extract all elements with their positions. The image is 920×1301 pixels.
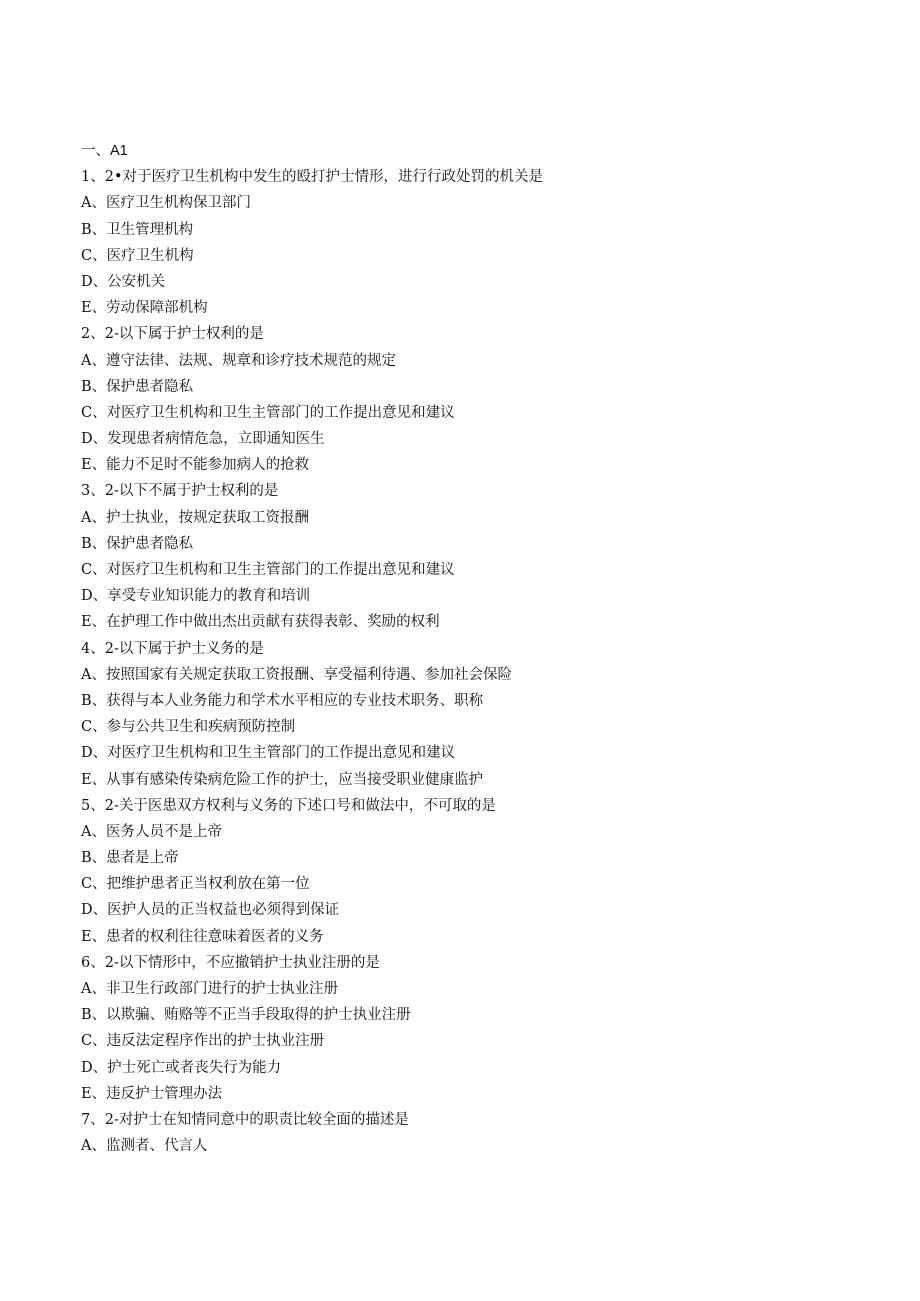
answer-option: A、监测者、代言人: [81, 1138, 208, 1155]
answer-option: A、医疗卫生机构保卫部门: [81, 195, 251, 212]
answer-option: E、违反护士管理办法: [81, 1085, 223, 1102]
answer-option: D、对医疗卫生机构和卫生主管部门的工作提出意见和建议: [81, 745, 456, 762]
answer-option: C、参与公共卫生和疾病预防控制: [81, 719, 296, 736]
answer-option: C、对医疗卫生机构和卫生主管部门的工作提出意见和建议: [81, 404, 455, 421]
answer-option: B、患者是上帝: [81, 850, 179, 867]
answer-option: C、对医疗卫生机构和卫生主管部门的工作提出意见和建议: [81, 562, 455, 578]
answer-option: E、劳动保障部机构: [81, 300, 208, 317]
answer-option: E、在护理工作中做出杰出贡献有获得表彰、奖励的权利: [81, 614, 440, 631]
question-stem: 7、2-对护士在知情同意中的职责比较全面的描述是: [81, 1111, 409, 1128]
answer-option: A、按照国家有关规定获取工资报酬、享受福利待遇、参加社会保险: [81, 666, 512, 683]
answer-option: A、遵守法律、法规、规章和诊疗技术规范的规定: [81, 352, 396, 369]
answer-option: A、护士执业，按规定获取工资报酬: [81, 509, 309, 526]
answer-option: B、以欺骗、贿赂等不正当手段取得的护士执业注册: [81, 1007, 411, 1024]
answer-option: D、护士死亡或者丧失行为能力: [81, 1059, 282, 1076]
answer-option: A、医务人员不是上帝: [81, 823, 222, 840]
question-stem: 1、2•对于医疗卫生机构中发生的殴打护士情形，进行行政处罚的机关是: [81, 169, 544, 186]
answer-option: A、非卫生行政部门进行的护士执业注册: [81, 981, 338, 997]
answer-option: C、把维护患者正当权利放在第一位: [81, 876, 310, 893]
question-stem: 3、2-以下不属于护士权利的是: [81, 483, 279, 500]
answer-option: C、医疗卫生机构: [81, 247, 194, 264]
section-heading: 一、A1: [81, 143, 128, 159]
question-stem: 4、2-以下属于护士义务的是: [81, 640, 264, 657]
answer-option: B、卫生管理机构: [81, 221, 194, 238]
answer-option: D、发现患者病情危急，立即通知医生: [81, 431, 325, 448]
answer-option: D、享受专业知识能力的教育和培训: [81, 588, 311, 605]
answer-option: C、违反法定程序作出的护士执业注册: [81, 1033, 325, 1050]
answer-option: E、从事有感染传染病危险工作的护士，应当接受职业健康监护: [81, 771, 484, 788]
answer-option: E、能力不足时不能参加病人的抢救: [81, 457, 310, 474]
answer-option: B、获得与本人业务能力和学术水平相应的专业技术职务、职称: [81, 692, 484, 709]
question-list: [81, 164, 861, 1159]
answer-option: B、保护患者隐私: [81, 378, 194, 395]
question-stem: 5、2-关于医患双方权利与义务的下述口号和做法中，不可取的是: [81, 797, 496, 814]
answer-option: D、公安机关: [81, 273, 166, 290]
answer-option: B、保护患者隐私: [81, 535, 194, 552]
answer-option: E、患者的权利往往意味着医者的义务: [81, 928, 324, 945]
question-stem: 2、2-以下属于护士权利的是: [81, 326, 264, 343]
question-stem: 6、2-以下情形中，不应撤销护士执业注册的是: [81, 954, 380, 971]
document-page: [81, 138, 861, 1159]
answer-option: D、医护人员的正当权益也必须得到保证: [81, 902, 340, 919]
